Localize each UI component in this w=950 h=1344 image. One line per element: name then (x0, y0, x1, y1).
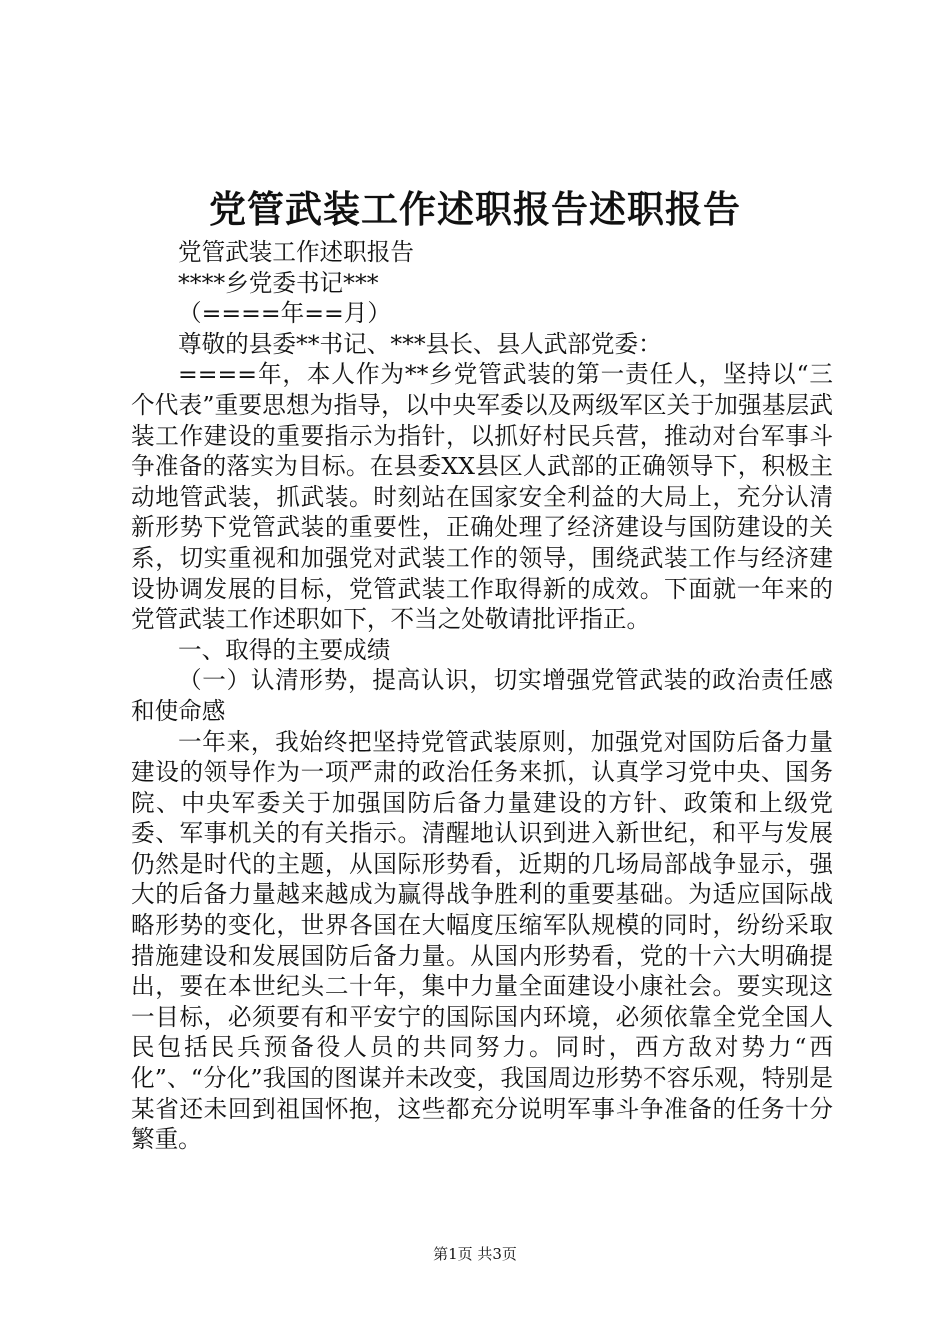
document-body (131, 237, 833, 1155)
report-heading: 党管武装工作述职报告 (178, 238, 414, 266)
subsection-heading: （一）认清形势，提高认识，切实增强党管武装的政治责任感和使命感 (131, 666, 833, 725)
salutation: 尊敬的县委**书记、***县长、县人武部党委： (178, 329, 662, 358)
page-number: 第1页 共3页 (433, 1245, 517, 1263)
document-title: 党管武装工作述职报告述职报告 (209, 187, 741, 231)
body-paragraph: 一年来，我始终把坚持党管武装原则，加强党对国防后备力量建设的领导作为一项严肃的政治任务来抓，认真学习党中央、国务院、中央军委关于加强国防后备力量建设的方针、政策和上级党委、军事机关的有关指示。清醒地认识到进入新世纪，和平与发展仍然是时代的主题，从国际形势看，近期的几场局部战争显示，强大的后备力量越来越成为赢得战争胜利的重要基础。为适应国际战略形势的变化，世界各国在大幅度压缩军队规模的同时，纷纷采取措施建设和发展国防后备力量。从国内形势看，党的十六大明确提出，要在本世纪头二十年，集中力量全面建设小康社会。要实现这一目标，必须要有和平安宁的国际国内环境，必须依靠全党全国人民包括民兵预备役人员的共同努力。同时，西方敌对势力“西化”、“分化”我国的图谋并未改变，我国周边形势不容乐观，特别是某省还未回到祖国怀抱，这些都充分说明军事斗争准备的任务十分繁重。 (131, 727, 833, 1154)
intro-paragraph: ====年，本人作为**乡党管武装的第一责任人，坚持以“三个代表”重要思想为指导，以中央军委以及两级军区关于加强基层武装工作建设的重要指示为指针，以抓好村民兵营，推动对台军事斗争准备的落实为目标。在县委XX县区人武部的正确领导下，积极主动地管武装，抓武装。时刻站在国家安全利益的大局上，充分认清新形势下党管武装的重要性，正确处理了经济建设与国防建设的关系，切实重视和加强党对武装工作的领导，围绕武装工作与经济建设协调发展的目标，党管武装工作取得新的成效。下面就一年来的党管武装工作述职如下，不当之处敬请批评指正。 (131, 360, 833, 634)
section-heading: 一、取得的主要成绩 (178, 635, 391, 664)
report-author: ****乡党委书记*** (178, 268, 379, 297)
report-date: （====年==月） (178, 299, 391, 328)
